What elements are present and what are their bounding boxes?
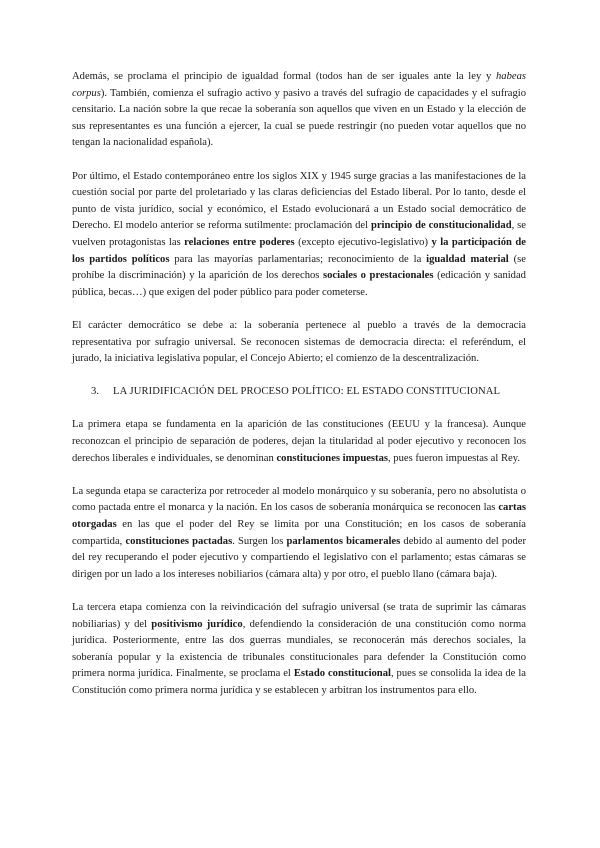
text-run: Además, se proclama el principio de igualdad formal (todos han de ser iguales ante la ley y <box>72 71 496 82</box>
text-run: La segunda etapa se caracteriza por retroceder al modelo monárquico y su soberanía, pero no absolutista o como pactada entre el monarca y la nación. En los casos de soberanía monárquica se reconocen las <box>72 485 526 514</box>
text-run: (excepto ejecutivo-legislativo) <box>294 236 432 248</box>
paragraph-caracter-democratico <box>72 318 526 368</box>
text-run: Por último, el Estado contemporáneo entre los siglos XIX y 1945 surge gracias a las manifestaciones de la cuestión social por parte del proletariado y las claras deficiencias del Estado liberal. Por lo tanto, desde el punto de vista jurídico, social y económico, el Estado evolucionará a un Estado social democrático de Derecho. El modelo anterior se reforma sutilmente: proclamación del <box>72 170 526 232</box>
text-run: . Surgen los <box>232 535 287 547</box>
document-page <box>72 69 526 716</box>
paragraph-primera-etapa <box>72 417 526 467</box>
section-number: 3. <box>91 386 100 398</box>
text-run: (edicación y sanidad pública, becas…) que exigen del poder público para poder cometerse. <box>72 270 526 298</box>
text-run: en las que el poder del Rey se limita por una Constitución; en los casos de soberanía compartida, <box>72 519 526 547</box>
bold-term: constituciones pactadas <box>125 535 233 547</box>
paragraph-igualdad-formal <box>72 69 526 152</box>
bold-term: y la participación de los partidos políticos <box>72 236 526 265</box>
paragraph-estado-contemporaneo <box>72 169 526 302</box>
section-heading <box>72 384 526 401</box>
paragraph-tercera-etapa <box>72 600 526 700</box>
text-run: para las mayorías parlamentarias; reconocimiento de la <box>169 253 427 265</box>
paragraph-segunda-etapa <box>72 484 526 584</box>
text-run: (se prohíbe la discriminación) y la aparición de los derechos <box>72 253 526 282</box>
text-run: ). También, comienza el sufragio activo y pasivo a través del sufragio de capacidades y el sufragio censitario. La nación sobre la que recae la soberanía son aquellos que viven en un Estado y la elección de sus representantes es una función a ejercer, la cual se puede restringir (no pueden votar aquellos que no tengan la nacionalidad española). <box>72 87 526 149</box>
bold-term: positivismo jurídico <box>151 618 243 630</box>
text-run: debido al aumento del poder del rey recuperando el poder ejecutivo y compartiendo el legislativo con el parlamento; estas cámaras se dirigen por un lado a los intereses nobiliarios (cámara alta) y por otro, el pueblo llano (cámara baja). <box>72 535 527 580</box>
text-run: , se vuelven protagonistas las <box>72 220 526 248</box>
text-run: , defendiendo la consideración de una constitución como norma jurídica. Posteriormente, entre las dos guerras mundiales, se reconocerán más derechos sociales, la soberanía popular y la existencia de tribunales constitucionales para defender la Constitución como primera norma jurídica. Finalmente, se proclama el <box>72 618 526 680</box>
bold-term: Estado constitucional <box>293 668 391 680</box>
italic-term: habeas corpus <box>72 71 526 99</box>
bold-term: principio de constitucionalidad <box>370 220 512 232</box>
text-run: El carácter democrático se debe a: la soberanía pertenece al pueblo a través de la democracia representativa por sufragio universal. Se reconocen sistemas de democracia directa: el referéndum, el jurado, la iniciativa legislativa popular, el Concejo Abierto; el comienzo de la descentralización. <box>72 319 526 365</box>
bold-term: parlamentos bicamerales <box>286 535 401 547</box>
text-run: , pues se consolida la idea de la Constitución como primera norma jurídica y se establecen y arbitran los instrumentos para ello. <box>72 668 526 696</box>
bold-term: relaciones entre poderes <box>184 236 295 248</box>
bold-term: sociales o prestacionales <box>322 270 434 282</box>
text-run: , pues fueron impuestas al Rey. <box>388 452 520 464</box>
text-run: La tercera etapa comienza con la reivindicación del sufragio universal (se trata de suprimir las cámaras nobiliarias) y del <box>72 602 526 630</box>
text-run: La primera etapa se fundamenta en la aparición de las constituciones (EEUU y la francesa). Aunque reconozcan el principio de separación de poderes, dejan la titularidad al poder ejecutivo y reconocen los derechos liberales e individuales, se denominan <box>72 419 526 464</box>
bold-term: constituciones impuestas <box>276 452 388 464</box>
bold-term: igualdad material <box>426 253 509 265</box>
section-title: LA JURIDIFICACIÓN DEL PROCESO POLÍTICO: EL ESTADO CONSTITUCIONAL <box>113 386 501 398</box>
bold-term: cartas otorgadas <box>72 502 526 531</box>
